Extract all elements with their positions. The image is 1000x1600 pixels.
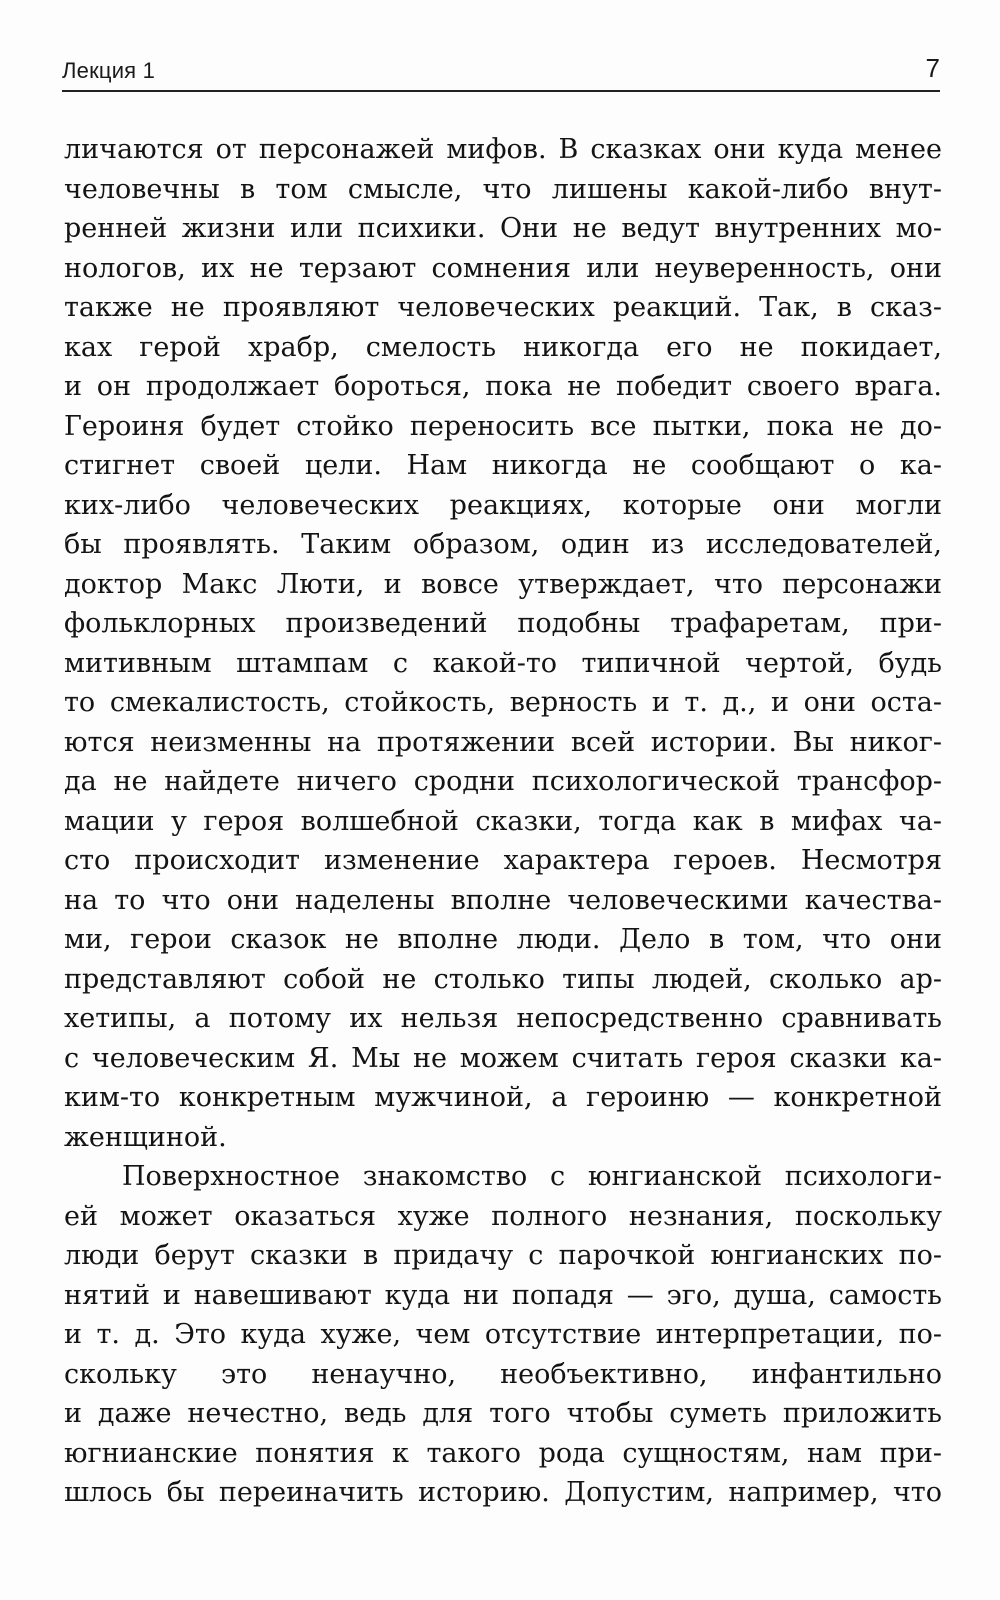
text-line: ей может оказаться хуже полного незнания, поскольку xyxy=(64,1200,942,1232)
text-line: ках герой храбр, смелость никогда его не покидает, xyxy=(64,331,942,363)
text-line: доктор Макс Люти, и вовсе утверждает, что персонажи xyxy=(64,568,942,600)
text-line: ми, герои сказок не вполне люди. Дело в том, что они xyxy=(64,924,942,955)
text-line: Поверхностное знакомство с юнгианской психологи- xyxy=(122,1161,942,1192)
text-line: фольклорных произведений подобны трафаретам, при- xyxy=(64,608,942,639)
text-line: нологов, их не терзают сомнения или неуверенность, они xyxy=(64,252,942,284)
text-line: на то что они наделены вполне человеческими качества- xyxy=(64,884,942,916)
paragraph-2 xyxy=(64,1157,942,1513)
running-header xyxy=(62,48,940,92)
text-line: ким-то конкретным мужчиной, а героиню — конкретной xyxy=(64,1082,942,1113)
text-line: люди берут сказки в придачу с парочкой юнгианских по- xyxy=(64,1240,942,1271)
text-line: шлось бы переиначить историю. Допустим, например, что xyxy=(64,1477,942,1508)
text-line: югнианские понятия к такого рода сущностям, нам при- xyxy=(64,1437,942,1469)
text-line: Героиня будет стойко переносить все пытки, пока не до- xyxy=(64,410,942,442)
text-line: хетипы, а потому их нельзя непосредственно сравнивать xyxy=(64,1003,942,1034)
text-line: митивным штампам с какой-то типичной чертой, будь xyxy=(64,647,942,679)
text-line: сто происходит изменение характера героев. Несмотря xyxy=(64,845,942,876)
chapter-title: Лекция 1 xyxy=(62,58,156,83)
text-line: то смекалистость, стойкость, верность и т. д., и они оста- xyxy=(64,687,942,718)
text-line: ются неизменны на протяжении всей истории. Вы никог- xyxy=(64,726,942,758)
text-line: представляют собой не столько типы людей, сколько ар- xyxy=(64,963,942,995)
text-line: скольку это ненаучно, необъективно, инфантильно xyxy=(64,1358,942,1390)
text-line: женщиной. xyxy=(64,1121,227,1153)
page-number: 7 xyxy=(925,53,940,83)
text-line: и даже нечестно, ведь для того чтобы суметь приложить xyxy=(64,1398,942,1429)
body-text xyxy=(64,130,942,1513)
text-line: ренней жизни или психики. Они не ведут внутренних мо- xyxy=(64,213,942,244)
text-line: мации у героя волшебной сказки, тогда как в мифах ча- xyxy=(64,805,942,837)
text-line: нятий и навешивают куда ни попадя — эго, душа, самость xyxy=(64,1279,942,1311)
paragraph-1 xyxy=(64,130,942,1157)
text-line: стигнет своей цели. Нам никогда не сообщают о ка- xyxy=(64,450,942,481)
text-line: бы проявлять. Таким образом, один из исследователей, xyxy=(64,529,942,560)
text-line: и т. д. Это куда хуже, чем отсутствие интерпретации, по- xyxy=(64,1319,942,1350)
text-line: человечны в том смысле, что лишены какой-либо внут- xyxy=(64,173,942,205)
text-line: личаются от персонажей мифов. В сказках они куда менее xyxy=(64,134,942,165)
text-line: да не найдете ничего сродни психологической трансфор- xyxy=(64,766,942,797)
text-line: с человеческим Я. Мы не можем считать героя сказки ка- xyxy=(64,1042,942,1074)
text-line: и он продолжает бороться, пока не победит своего врага. xyxy=(64,371,942,402)
text-line: ких-либо человеческих реакциях, которые они могли xyxy=(64,489,942,521)
text-line: также не проявляют человеческих реакций. Так, в сказ- xyxy=(64,292,942,323)
